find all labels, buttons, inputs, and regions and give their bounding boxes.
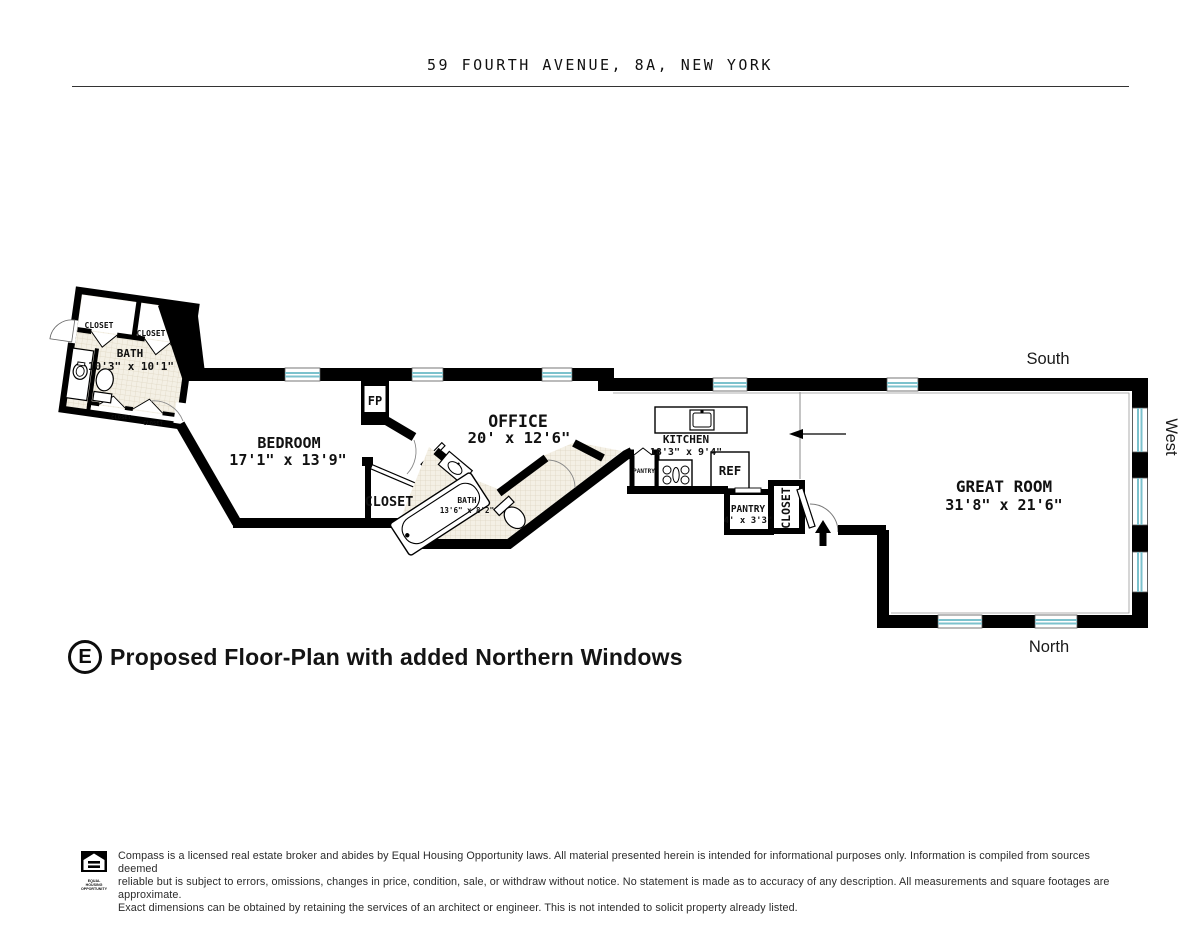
kitchen-wall	[627, 486, 728, 494]
faucet	[78, 362, 85, 366]
pantry-shelf	[735, 488, 761, 493]
room-label-office: OFFICE	[488, 412, 548, 431]
closet-label: CLOSET	[364, 494, 414, 510]
window	[713, 378, 747, 391]
refrigerator-label: REF	[718, 463, 742, 478]
window	[1133, 552, 1148, 592]
floor-plan-variant-marker: E	[68, 640, 102, 674]
room-dims-bath-upper: 10'3" x 10'1"	[87, 360, 175, 373]
faucet	[700, 410, 703, 413]
window	[285, 368, 320, 381]
fireplace-label: FP	[367, 394, 383, 408]
closet-label: CLOSET	[779, 487, 793, 529]
window	[938, 615, 982, 628]
door-arc	[407, 440, 416, 474]
compass-north: North	[1028, 638, 1070, 656]
room-label-kitchen: KITCHEN	[662, 433, 710, 446]
room-dims-pantry: 4' x 3'3"	[723, 516, 773, 526]
window	[1133, 408, 1148, 452]
kitchen-island	[655, 407, 747, 433]
floor-plan-caption: Proposed Floor-Plan with added Northern Windows	[110, 643, 683, 670]
room-dims-kitchen: 18'3" x 9'4"	[649, 447, 723, 458]
disclaimer-line: reliable but is subject to errors, omissions, changes in price, condition, sale, or withdraw without notice. No statement is made as to accuracy of any description. All measurements and square footages are approximate.	[118, 875, 1110, 901]
room-dims-bath-lower: 13'6" x 8'2"	[439, 506, 495, 515]
window	[542, 368, 572, 381]
fireplace	[361, 381, 414, 437]
footer	[80, 850, 1130, 915]
great-room-west-wall	[877, 530, 889, 625]
page-title: 59 FOURTH AVENUE, 8A, NEW YORK	[427, 56, 773, 74]
room-label-great-room: GREAT ROOM	[955, 477, 1053, 496]
plan-caption-row	[68, 640, 683, 674]
equal-housing-house-icon	[80, 850, 108, 874]
room-label-pantry: PANTRY	[730, 504, 766, 515]
room-dims-great-room: 31'8" x 21'6"	[945, 496, 1063, 514]
equal-housing-logo	[80, 850, 108, 915]
room-label-bath-lower: BATH	[457, 496, 477, 505]
window	[412, 368, 443, 381]
closet-label: CLOSET	[143, 421, 163, 427]
compass-south: South	[1026, 350, 1070, 368]
stove	[658, 460, 692, 488]
equal-housing-caption-2: OPPORTUNITY	[81, 887, 107, 891]
disclaimer-line: Exact dimensions can be obtained by retaining the services of an architect or engineer. This is not intended to solicit property already listed.	[118, 901, 798, 914]
equal-housing-caption-1: EQUAL HOUSING	[85, 879, 103, 887]
window	[887, 378, 918, 391]
closet-label: CLOSET	[84, 321, 114, 330]
room-label-bath-upper: BATH	[116, 347, 144, 360]
closet-label: CLOSET	[136, 329, 166, 338]
room-dims-office: 20' x 12'6"	[467, 429, 571, 447]
west-windows	[1133, 408, 1148, 592]
closet-label: CLOSET	[111, 415, 131, 421]
pantry-label: PANTRY	[633, 468, 655, 475]
south-wall	[183, 368, 1148, 391]
north-wall	[877, 615, 1148, 628]
door-arc	[50, 317, 75, 342]
room-label-bedroom: BEDROOM	[257, 434, 321, 452]
window	[1035, 615, 1077, 628]
toilet-tank	[93, 391, 112, 402]
disclaimer-line: Compass is a licensed real estate broker and abides by Equal Housing Opportunity laws. All material presented herein is intended for informational purposes only. Information is compiled from sources deemed	[118, 850, 1091, 875]
window	[1133, 478, 1148, 525]
entry-arrow	[815, 520, 831, 546]
room-dims-bedroom: 17'1" x 13'9"	[229, 451, 347, 469]
compass-west: West	[1162, 418, 1180, 456]
disclaimer	[118, 850, 1130, 915]
